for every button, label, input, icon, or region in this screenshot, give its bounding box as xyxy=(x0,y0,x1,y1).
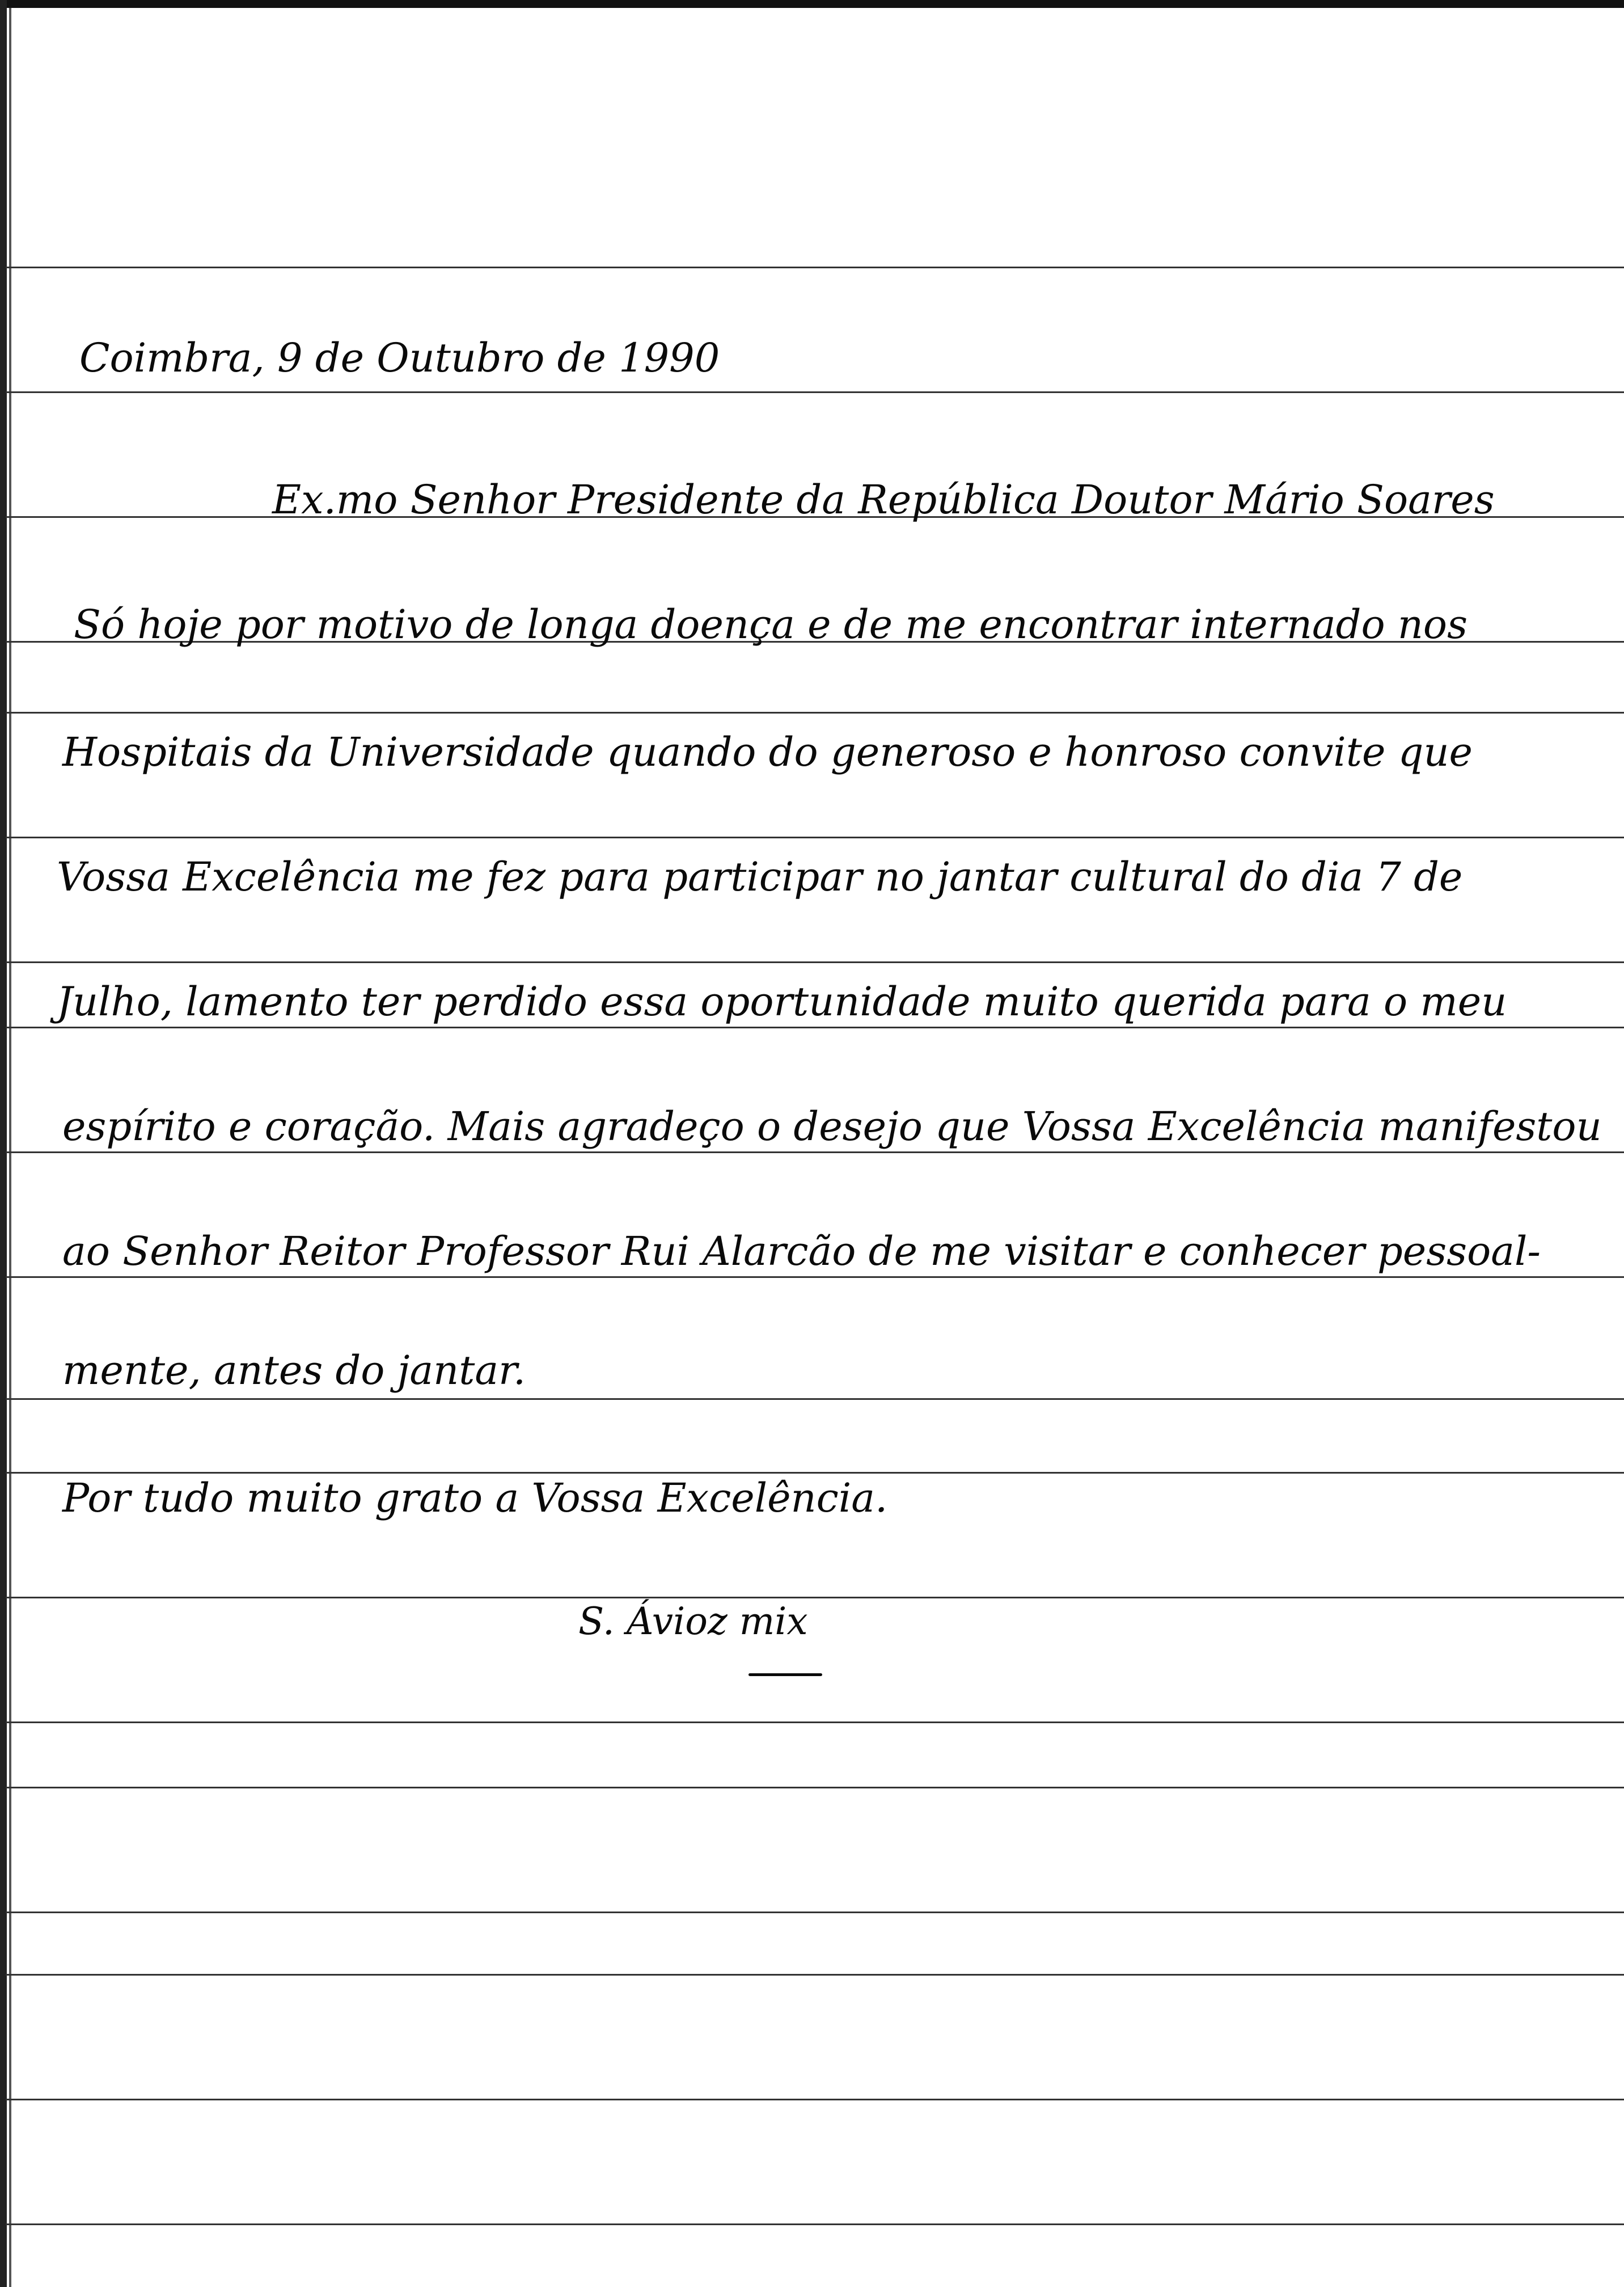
letter-body-line: ao Senhor Reitor Professor Rui Alarcão de me visitar e conhecer pessoal- xyxy=(62,1228,1541,1275)
ruled-line xyxy=(6,1276,1624,1278)
ruled-line xyxy=(6,1974,1624,1976)
ruled-line xyxy=(6,1151,1624,1153)
ruled-line xyxy=(6,1472,1624,1474)
page-margin-line xyxy=(9,8,11,2287)
ruled-line xyxy=(6,1398,1624,1400)
signature: S. Ávioz mix xyxy=(578,1600,808,1643)
signature-underline xyxy=(748,1673,822,1676)
ruled-line xyxy=(6,2099,1624,2100)
ruled-line xyxy=(6,1027,1624,1028)
ruled-line xyxy=(6,712,1624,714)
ruled-line xyxy=(6,2223,1624,2225)
scan-left-border xyxy=(0,0,7,2287)
letter-closing: Por tudo muito grato a Vossa Excelência. xyxy=(62,1475,888,1521)
letter-salutation: Ex.mo Senhor Presidente da República Doutor Mário Soares xyxy=(272,476,1495,523)
letter-date: Coimbra, 9 de Outubro de 1990 xyxy=(79,335,720,381)
ruled-line xyxy=(6,1912,1624,1913)
ruled-line xyxy=(6,837,1624,838)
letter-body-line: Julho, lamento ter perdido essa oportunidade muito querida para o meu xyxy=(57,978,1507,1025)
ruled-line xyxy=(6,267,1624,268)
letter-body-line: Vossa Excelência me fez para participar no jantar cultural do dia 7 de xyxy=(57,854,1463,900)
ruled-line xyxy=(6,391,1624,393)
letter-body-line: espírito e coração. Mais agradeço o desejo que Vossa Excelência manifestou xyxy=(62,1103,1602,1150)
ruled-line xyxy=(6,961,1624,963)
scan-top-border xyxy=(0,0,1624,8)
letter-body-line: mente, antes do jantar. xyxy=(62,1347,526,1394)
ruled-line xyxy=(6,1597,1624,1598)
letter-body-line: Só hoje por motivo de longa doença e de me encontrar internado nos xyxy=(74,601,1467,648)
letter-body-line: Hospitais da Universidade quando do generoso e honroso convite que xyxy=(62,729,1473,775)
ruled-line xyxy=(6,1721,1624,1723)
ruled-line xyxy=(6,1787,1624,1788)
